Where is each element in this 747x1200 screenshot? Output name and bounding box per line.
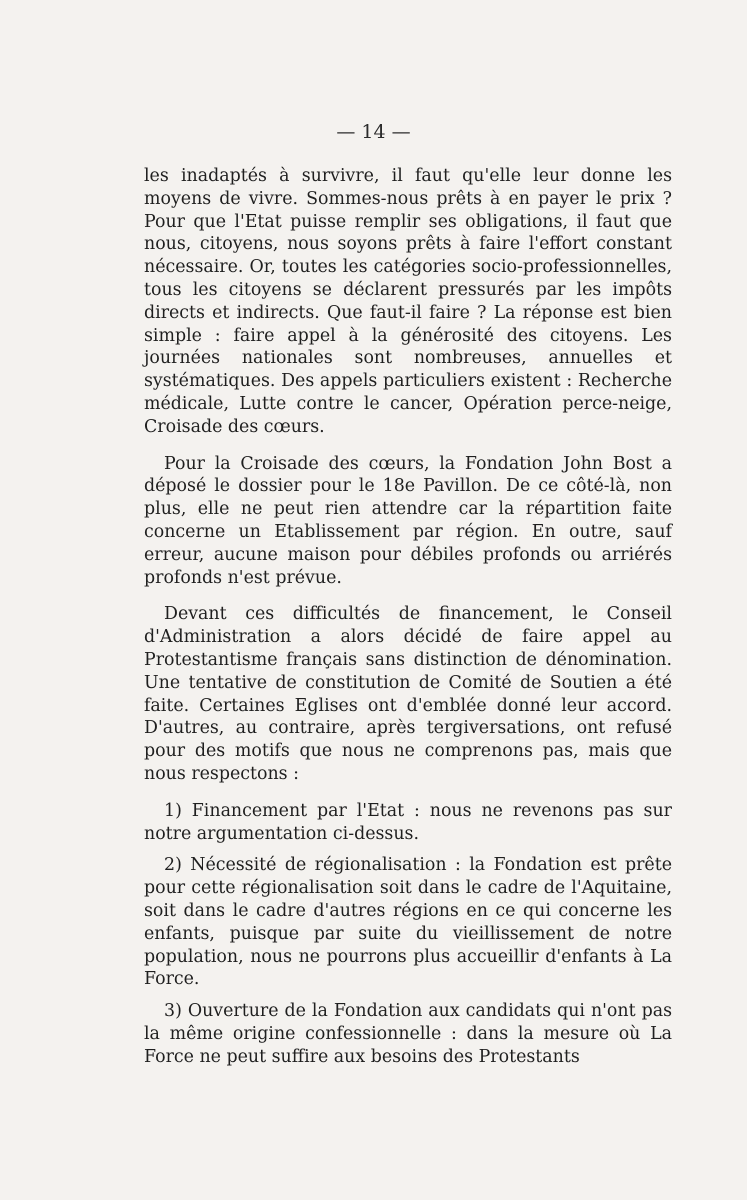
paragraph: Devant ces difficultés de financement, le Conseil d'Administration a alors décidé de faire appel au Protestantisme français sans distinction de dénomination. Une tentative de constitution de Comité de Soutien a été faite. Certaines Eglises ont d'emblée donné leur accord. D'autres, au contraire, après tergiversations, ont refusé pour des motifs que nous ne comprenons pas, mais que nous respectons : bbox=[144, 604, 672, 784]
list-item: 1) Financement par l'Etat : nous ne revenons pas sur notre argumentation ci-dessus. bbox=[144, 800, 672, 844]
paragraph: Pour la Croisade des cœurs, la Fondation John Bost a déposé le dossier pour le 18e Pavillon. De ce côté-là, non plus, elle ne peut rien attendre car la répartition faite concerne un Etablissement par région. En outre, sauf erreur, aucune maison pour débiles profonds ou arriérés profonds n'est prévue. bbox=[144, 453, 672, 588]
paragraph: les inadaptés à survivre, il faut qu'elle leur donne les moyens de vivre. Sommes-nous prêts à en payer le prix ? Pour que l'Etat puisse remplir ses obligations, il faut que nous, citoyens, nous soyons prêts à faire l'effort constant nécessaire. Or, toutes les catégories socio-professionnelles, tous les citoyens se déclarent pressurés par les impôts directs et indirects. Que faut-il faire ? La réponse est bien simple : faire appel à la générosité des citoyens. Les journées nationales sont nombreuses, annuelles et systématiques. Des appels particuliers existent : Recherche médicale, Lutte contre le cancer, Opération perce-neige, Croisade des cœurs. bbox=[144, 166, 672, 437]
body-text bbox=[144, 165, 672, 1077]
list-item: 2) Nécessité de régionalisation : la Fondation est prête pour cette régionalisation soit dans le cadre de l'Aquitaine, soit dans le cadre d'autres régions en ce qui concerne les enfants, puisque par suite du vieillissement de notre population, nous ne pourrons plus accueillir d'enfants à La Force. bbox=[144, 855, 672, 990]
page-number: — 14 — bbox=[336, 121, 411, 143]
list-item: 3) Ouverture de la Fondation aux candidats qui n'ont pas la même origine confessionnelle : dans la mesure où La Force ne peut suffire aux besoins des Protestants bbox=[144, 1001, 672, 1067]
